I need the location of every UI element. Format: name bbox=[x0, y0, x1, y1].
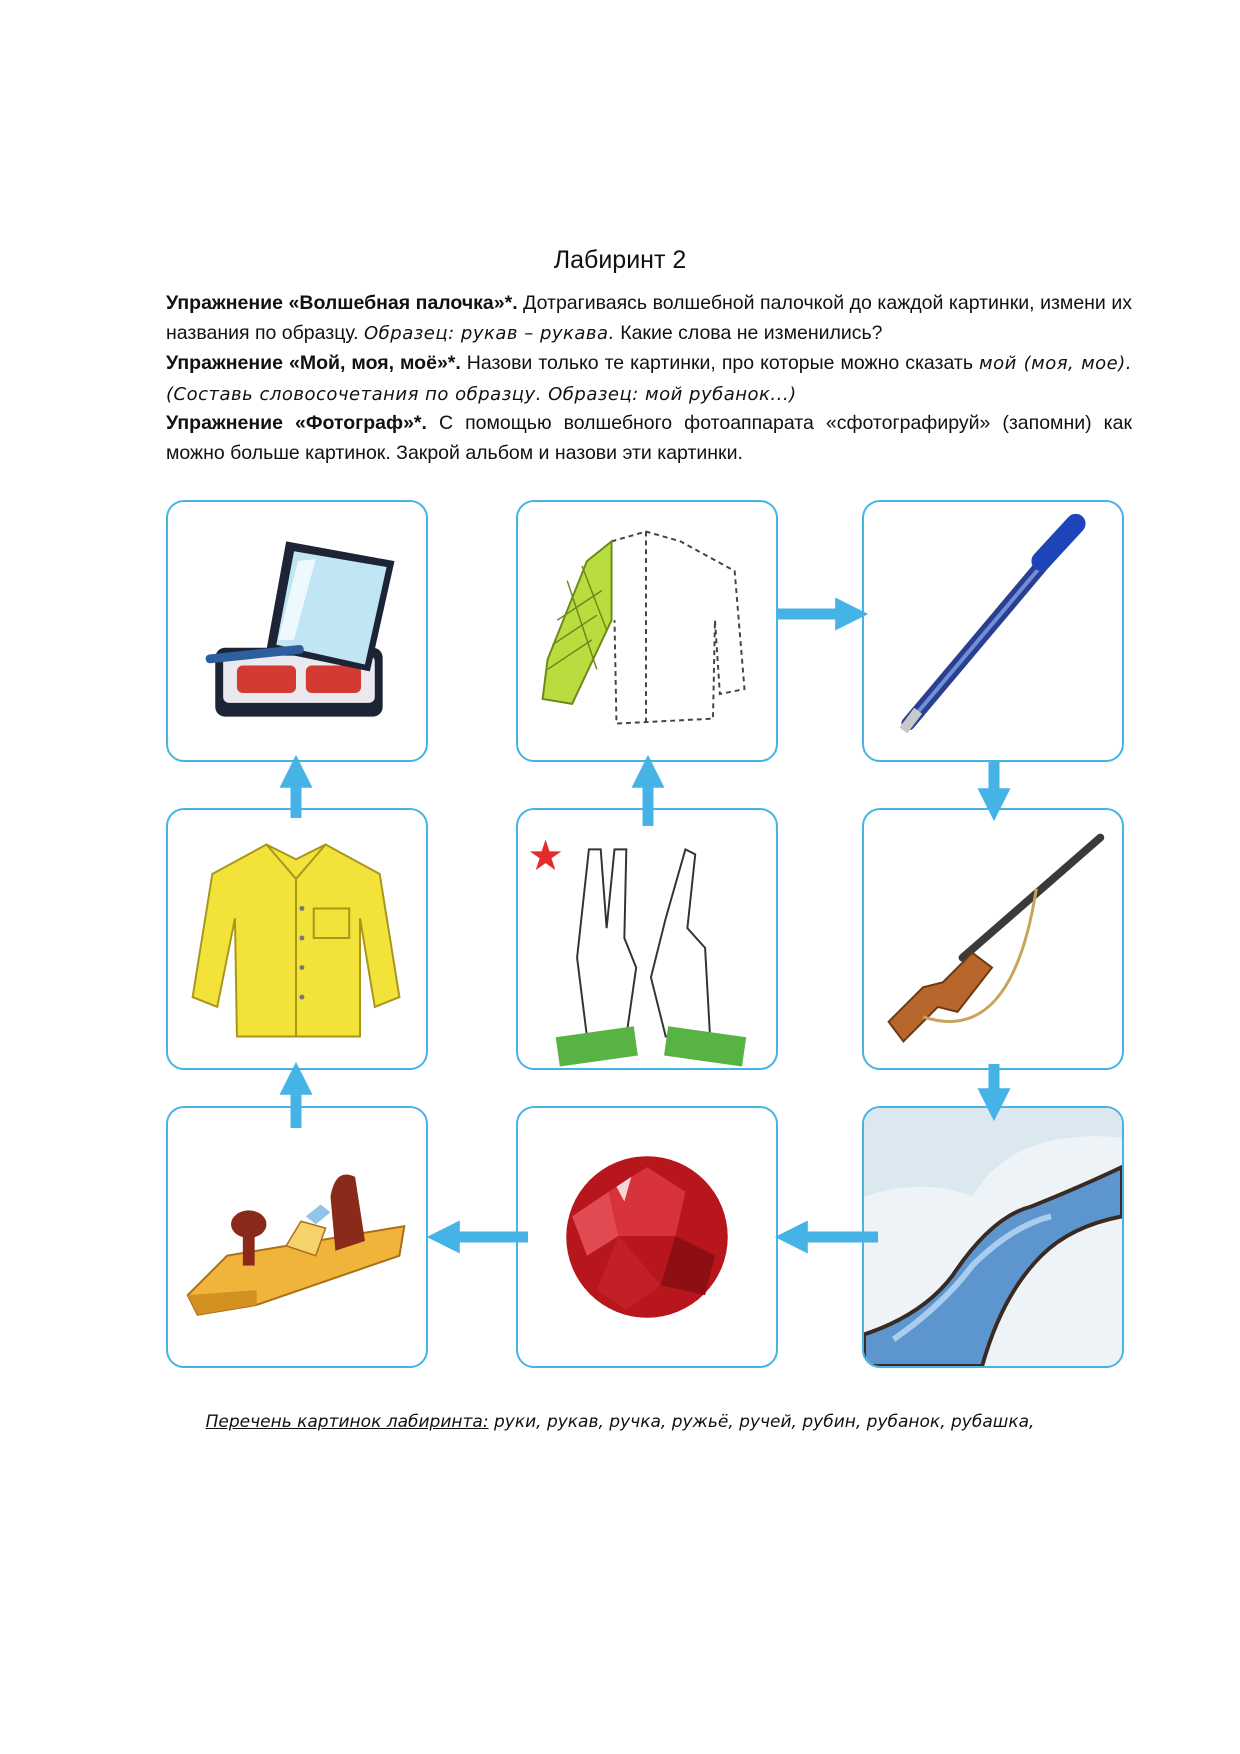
picture-list-items: руки, рукав, ручка, ружьё, ручей, рубин, рубанок, рубашка, bbox=[488, 1412, 1035, 1432]
compact-mirror-icon bbox=[168, 502, 426, 760]
pen-icon bbox=[864, 502, 1122, 760]
exercise-text: С помощью волшебного фотоаппарата «сфотографируй» (запомни) как можно больше картинок. Закрой альбом и назови эти картинки. bbox=[166, 412, 1132, 464]
card-yellow-shirt[interactable] bbox=[166, 808, 428, 1070]
exercise-example: мой (моя, мое). (Составь словосочетания по образцу. Образец: мой рубанок...) bbox=[166, 353, 1132, 405]
exercise-label: Упражнение «Волшебная палочка»*. bbox=[166, 292, 518, 314]
exercise-label: Упражнение «Фотограф»*. bbox=[166, 412, 427, 434]
exercise-text-end: Какие слова не изменились? bbox=[614, 322, 883, 344]
picture-list bbox=[0, 1412, 1240, 1432]
exercise-photographer bbox=[166, 408, 1132, 468]
picture-list-label: Перечень картинок лабиринта: bbox=[205, 1412, 489, 1432]
card-stream[interactable] bbox=[862, 1106, 1124, 1368]
page-title: Лабиринт 2 bbox=[553, 246, 687, 274]
card-ruby[interactable] bbox=[516, 1106, 778, 1368]
exercise-my bbox=[166, 348, 1132, 410]
plane-tool-icon bbox=[168, 1108, 426, 1366]
card-plane-tool[interactable] bbox=[166, 1106, 428, 1368]
card-rifle[interactable] bbox=[862, 808, 1124, 1070]
card-hands[interactable] bbox=[516, 808, 778, 1070]
exercise-label: Упражнение «Мой, моя, моё»*. bbox=[166, 352, 461, 374]
card-pen[interactable] bbox=[862, 500, 1124, 762]
exercise-text: Назови только те картинки, про которые можно сказать bbox=[460, 352, 979, 374]
shirt-sleeve-icon bbox=[518, 502, 776, 760]
red-star-icon bbox=[530, 840, 562, 871]
card-shirt-sleeve[interactable] bbox=[516, 500, 778, 762]
exercise-example: Образец: рукав – рукава. bbox=[364, 323, 615, 344]
ruby-icon bbox=[518, 1108, 776, 1366]
stream-icon bbox=[864, 1108, 1122, 1366]
yellow-shirt-icon bbox=[168, 810, 426, 1068]
hands-icon bbox=[518, 810, 776, 1068]
exercise-magic-wand bbox=[166, 288, 1132, 349]
exercise-text: Дотрагиваясь волшебной палочкой до каждой картинки, измени их названия по образцу. bbox=[166, 292, 1132, 344]
card-compact-mirror[interactable] bbox=[166, 500, 428, 762]
rifle-icon bbox=[864, 810, 1122, 1068]
